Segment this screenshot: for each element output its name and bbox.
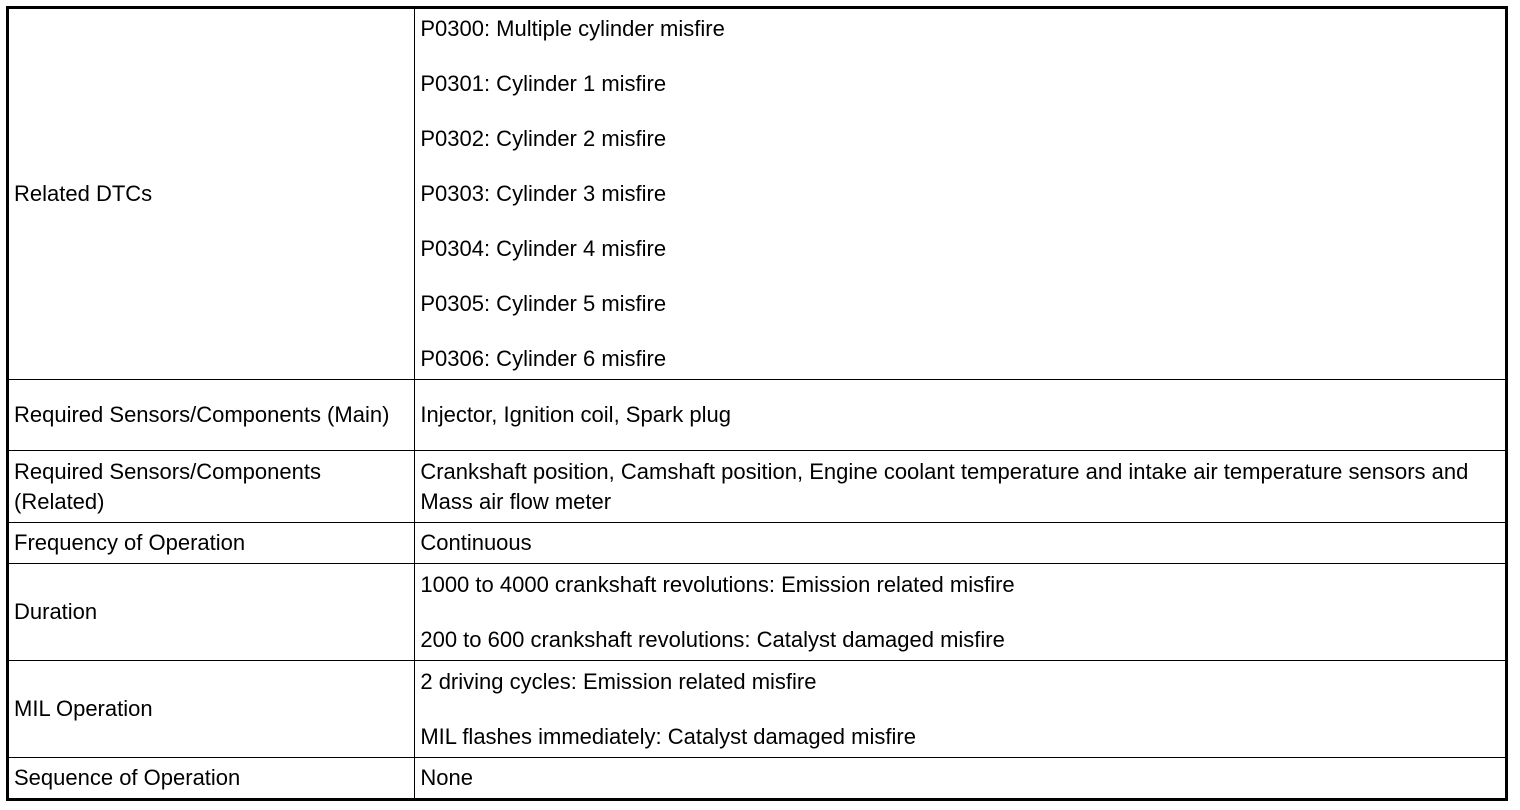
row-value-frequency: [415, 523, 1507, 564]
dtc-item: P0301: Cylinder 1 misfire: [420, 71, 667, 96]
dtc-item: P0306: Cylinder 6 misfire: [420, 346, 667, 371]
row-value-sensors-related: [415, 451, 1507, 523]
table-row: [8, 758, 1507, 800]
row-label-mil-operation: MIL Operation: [8, 661, 415, 758]
sequence-text: None: [420, 765, 473, 790]
table-row: [8, 380, 1507, 451]
row-value-related-dtcs: [415, 8, 1507, 380]
monitor-spec-table: [6, 6, 1508, 801]
row-label-related-dtcs: Related DTCs: [8, 8, 415, 380]
table-row: [8, 661, 1507, 758]
sensors-related-text: Crankshaft position, Camshaft position, Engine coolant temperature and intake air temperature sensors and Mass air flow meter: [420, 458, 1469, 514]
sensors-main-text: Injector, Ignition coil, Spark plug: [420, 402, 731, 427]
duration-item: 200 to 600 crankshaft revolutions: Catalyst damaged misfire: [420, 626, 1005, 652]
dtc-item: P0305: Cylinder 5 misfire: [420, 291, 667, 316]
row-value-duration: [415, 564, 1507, 661]
dtc-item: P0304: Cylinder 4 misfire: [420, 236, 667, 261]
dtc-item: P0300: Multiple cylinder misfire: [420, 16, 725, 41]
dtc-item: P0302: Cylinder 2 misfire: [420, 126, 667, 151]
row-value-sensors-main: [415, 380, 1507, 451]
table-row: [8, 451, 1507, 523]
dtc-item: P0303: Cylinder 3 misfire: [420, 181, 667, 206]
table-row: [8, 8, 1507, 380]
row-label-duration: Duration: [8, 564, 415, 661]
row-label-sensors-main: Required Sensors/Components (Main): [8, 380, 415, 451]
frequency-text: Continuous: [420, 530, 532, 555]
row-label-sequence: Sequence of Operation: [8, 758, 415, 800]
table-row: [8, 523, 1507, 564]
table-row: [8, 564, 1507, 661]
mil-item: MIL flashes immediately: Catalyst damaged misfire: [420, 723, 916, 749]
duration-item: 1000 to 4000 crankshaft revolutions: Emission related misfire: [420, 571, 1015, 597]
row-value-mil-operation: [415, 661, 1507, 758]
row-label-sensors-related: Required Sensors/Components (Related): [8, 451, 415, 523]
row-label-frequency: Frequency of Operation: [8, 523, 415, 564]
mil-item: 2 driving cycles: Emission related misfire: [420, 668, 817, 694]
row-value-sequence: [415, 758, 1507, 800]
